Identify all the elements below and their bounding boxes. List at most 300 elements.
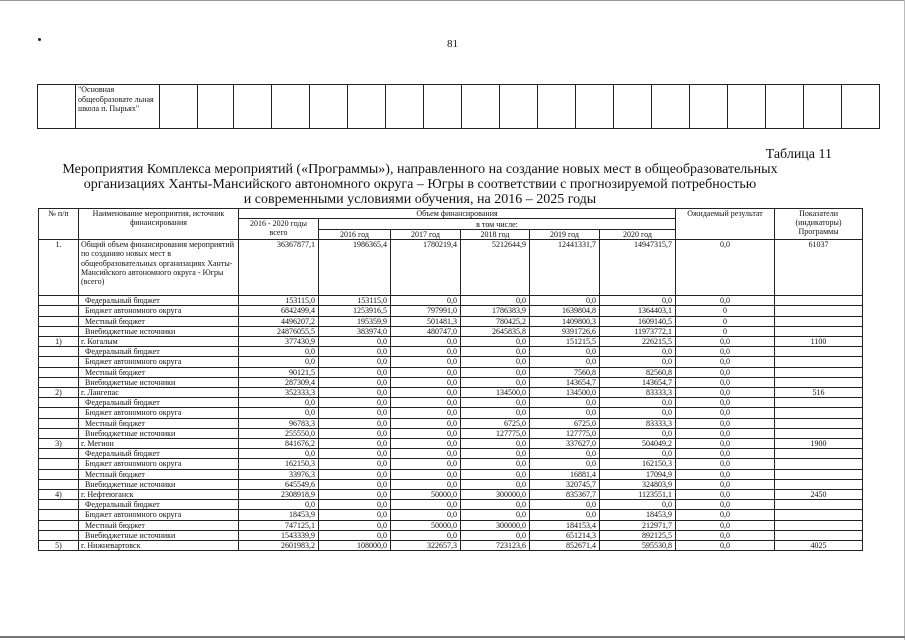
row-year-value: 0,0: [600, 449, 676, 459]
row-year-value: 2645835,8: [461, 326, 530, 336]
row-name: Федеральный бюджет: [79, 296, 239, 306]
row-year-value: 0,0: [319, 439, 391, 449]
table-row-source: [39, 449, 863, 459]
row-year-value: 0,0: [530, 500, 600, 510]
row-result: 0,0: [676, 439, 775, 449]
header-year: 2019 год: [530, 229, 600, 240]
row-year-value: 0,0: [600, 408, 676, 418]
table-row-section: [39, 388, 863, 398]
row-year-value: 0,0: [461, 337, 530, 347]
row-year-value: 127775,0: [461, 428, 530, 438]
table-row-source: [39, 418, 863, 428]
row-year-value: 0,0: [600, 357, 676, 367]
header-num: № п/п: [39, 209, 79, 240]
row-year-value: 0,0: [530, 459, 600, 469]
row-year-value: 300000,0: [461, 490, 530, 500]
row-year-value: 12441331,7: [530, 240, 600, 296]
row-indicator: [775, 459, 863, 469]
table-row-source: [39, 428, 863, 438]
row-year-value: 480747,0: [391, 326, 461, 336]
row-name: Местный бюджет: [79, 418, 239, 428]
row-year-value: 0,0: [319, 449, 391, 459]
row-result: 0,0: [676, 541, 775, 551]
prev-cell: [842, 85, 880, 129]
row-result: 0,0: [676, 490, 775, 500]
row-year-value: 0,0: [461, 469, 530, 479]
row-year-value: 0,0: [319, 530, 391, 540]
row-indicator: [775, 500, 863, 510]
row-total: 747125,1: [239, 520, 319, 530]
row-indicator: [775, 418, 863, 428]
row-indicator: [775, 398, 863, 408]
row-year-value: 226215,5: [600, 337, 676, 347]
row-year-value: 0,0: [319, 418, 391, 428]
row-year-value: 0,0: [391, 377, 461, 387]
row-year-value: 337627,0: [530, 439, 600, 449]
row-year-value: 0,0: [600, 296, 676, 306]
row-year-value: 108000,0: [319, 541, 391, 551]
table-row-source: [39, 326, 863, 336]
header-year: 2017 год: [391, 229, 461, 240]
row-year-value: 0,0: [319, 337, 391, 347]
prev-cell: [160, 85, 198, 129]
row-total: 287309,4: [239, 377, 319, 387]
row-year-value: 383974,0: [319, 326, 391, 336]
row-number: [39, 296, 79, 306]
row-year-value: 1986365,4: [319, 240, 391, 296]
row-year-value: 0,0: [391, 510, 461, 520]
row-total: 96783,3: [239, 418, 319, 428]
row-year-value: 0,0: [391, 449, 461, 459]
prev-cell: [462, 85, 500, 129]
header-incl: в том числе:: [319, 219, 676, 230]
row-name: г. Нижневартовск: [79, 541, 239, 551]
row-year-value: 0,0: [391, 296, 461, 306]
row-total: 6842499,4: [239, 306, 319, 316]
scan-edge-bottom: [0, 636, 905, 638]
row-year-value: 1253916,5: [319, 306, 391, 316]
row-year-value: 11973772,1: [600, 326, 676, 336]
row-indicator: [775, 510, 863, 520]
row-year-value: 0,0: [461, 367, 530, 377]
row-year-value: 0,0: [461, 357, 530, 367]
row-year-value: 780425,2: [461, 316, 530, 326]
row-number: [39, 469, 79, 479]
row-year-value: 723123,6: [461, 541, 530, 551]
row-year-value: 0,0: [391, 428, 461, 438]
row-year-value: 0,0: [319, 428, 391, 438]
row-year-value: 50000,0: [391, 490, 461, 500]
row-total: 0,0: [239, 449, 319, 459]
row-indicator: [775, 428, 863, 438]
table-row-source: [39, 408, 863, 418]
row-year-value: 0,0: [461, 479, 530, 489]
row-number: [39, 418, 79, 428]
row-year-value: 0,0: [530, 449, 600, 459]
row-year-value: 1609140,5: [600, 316, 676, 326]
table-row-source: [39, 377, 863, 387]
row-number: [39, 520, 79, 530]
row-year-value: 300000,0: [461, 520, 530, 530]
row-year-value: 0,0: [530, 296, 600, 306]
row-year-value: 0,0: [600, 500, 676, 510]
table-row-section: [39, 337, 863, 347]
row-name: Бюджет автономного округа: [79, 510, 239, 520]
prev-cell: [386, 85, 424, 129]
prev-cell-school-name: "Основная общеобразовате льная школа п. Пырьях": [76, 85, 160, 129]
header-name: Наименование мероприятия, источник финансирования: [79, 209, 239, 240]
row-year-value: 0,0: [391, 388, 461, 398]
table-row-source: [39, 520, 863, 530]
row-indicator: [775, 357, 863, 367]
table-row-source: [39, 316, 863, 326]
row-year-value: 82560,8: [600, 367, 676, 377]
row-total: 162150,3: [239, 459, 319, 469]
row-year-value: 0,0: [461, 296, 530, 306]
row-number: [39, 408, 79, 418]
row-indicator: [775, 530, 863, 540]
row-result: 0,0: [676, 347, 775, 357]
row-year-value: 6725,0: [461, 418, 530, 428]
row-number: 4): [39, 490, 79, 500]
row-year-value: 0,0: [319, 500, 391, 510]
row-year-value: 83333,3: [600, 418, 676, 428]
row-year-value: 835367,7: [530, 490, 600, 500]
row-year-value: 0,0: [461, 530, 530, 540]
table-title: [60, 162, 780, 207]
row-year-value: 0,0: [391, 469, 461, 479]
row-name: Местный бюджет: [79, 367, 239, 377]
prev-cell: [38, 85, 76, 129]
row-number: [39, 316, 79, 326]
row-indicator: [775, 469, 863, 479]
row-total: 0,0: [239, 408, 319, 418]
row-number: [39, 306, 79, 316]
prev-cell: [310, 85, 348, 129]
table-row-source: [39, 530, 863, 540]
row-number: [39, 500, 79, 510]
row-year-value: 0,0: [319, 398, 391, 408]
row-number: [39, 428, 79, 438]
row-indicator: [775, 367, 863, 377]
table-number: Таблица 11: [765, 147, 832, 162]
row-year-value: 0,0: [600, 428, 676, 438]
row-year-value: 17094,9: [600, 469, 676, 479]
row-year-value: 162150,3: [600, 459, 676, 469]
table-row-source: [39, 469, 863, 479]
row-year-value: 0,0: [600, 347, 676, 357]
row-result: 0: [676, 326, 775, 336]
row-result: 0: [676, 316, 775, 326]
table-row-section: [39, 240, 863, 296]
row-indicator: [775, 408, 863, 418]
row-year-value: 0,0: [391, 439, 461, 449]
header-result: Ожидаемый результат: [676, 209, 775, 240]
header-indicators: Показатели (индикаторы) Программы: [775, 209, 863, 240]
row-result: 0,0: [676, 428, 775, 438]
prev-cell: [272, 85, 310, 129]
row-year-value: 134500,0: [461, 388, 530, 398]
row-year-value: 322657,3: [391, 541, 461, 551]
row-year-value: 6725,0: [530, 418, 600, 428]
row-year-value: 0,0: [461, 347, 530, 357]
row-number: [39, 347, 79, 357]
row-indicator: [775, 520, 863, 530]
row-result: 0,0: [676, 408, 775, 418]
row-total: 36367877,1: [239, 240, 319, 296]
prev-cell: [804, 85, 842, 129]
row-result: 0,0: [676, 357, 775, 367]
row-year-value: 0,0: [391, 357, 461, 367]
row-year-value: 0,0: [319, 459, 391, 469]
row-year-value: 0,0: [461, 500, 530, 510]
row-name: Внебюджетные источники: [79, 326, 239, 336]
row-year-value: 143654,7: [600, 377, 676, 387]
row-year-value: 595530,8: [600, 541, 676, 551]
row-indicator: [775, 326, 863, 336]
row-year-value: 0,0: [530, 398, 600, 408]
row-name: Внебюджетные источники: [79, 479, 239, 489]
row-year-value: 18453,9: [600, 510, 676, 520]
table-row-source: [39, 296, 863, 306]
row-year-value: 0,0: [319, 510, 391, 520]
financing-table: [38, 208, 863, 551]
row-year-value: 0,0: [530, 357, 600, 367]
row-year-value: 0,0: [319, 357, 391, 367]
row-result: 0,0: [676, 377, 775, 387]
table-row-source: [39, 500, 863, 510]
table-row-source: [39, 357, 863, 367]
row-year-value: 0,0: [461, 510, 530, 520]
row-year-value: 0,0: [391, 418, 461, 428]
table-row-source: [39, 367, 863, 377]
row-number: [39, 459, 79, 469]
row-number: [39, 530, 79, 540]
row-year-value: 0,0: [319, 469, 391, 479]
prev-cell: [728, 85, 766, 129]
row-year-value: 324803,9: [600, 479, 676, 489]
table-row-section: [39, 541, 863, 551]
row-indicator: [775, 449, 863, 459]
row-name: Внебюджетные источники: [79, 377, 239, 387]
prev-cell: [614, 85, 652, 129]
row-number: 2): [39, 388, 79, 398]
row-year-value: 153115,0: [319, 296, 391, 306]
title-line: Мероприятия Комплекса мероприятий («Программы»), направленного на создание новых мест в общеобразовательных: [62, 162, 778, 177]
row-result: 0,0: [676, 367, 775, 377]
title-line: и современными условиями обучения, на 2016 – 2025 годы: [243, 192, 597, 207]
row-name: Бюджет автономного округа: [79, 408, 239, 418]
prev-cell: [500, 85, 538, 129]
row-year-value: 143654,7: [530, 377, 600, 387]
row-year-value: 0,0: [461, 459, 530, 469]
row-indicator: [775, 347, 863, 357]
row-year-value: 1639804,8: [530, 306, 600, 316]
header-year: 2018 год: [461, 229, 530, 240]
row-total: 1543339,9: [239, 530, 319, 540]
row-total: 153115,0: [239, 296, 319, 306]
row-year-value: 0,0: [530, 347, 600, 357]
row-year-value: 1786383,9: [461, 306, 530, 316]
row-result: 0: [676, 306, 775, 316]
row-year-value: 0,0: [530, 408, 600, 418]
row-result: 0,0: [676, 459, 775, 469]
row-indicator: 4025: [775, 541, 863, 551]
row-number: [39, 367, 79, 377]
row-result: 0,0: [676, 337, 775, 347]
row-number: 1.: [39, 240, 79, 296]
row-year-value: 0,0: [319, 347, 391, 357]
row-year-value: 651214,3: [530, 530, 600, 540]
row-number: [39, 377, 79, 387]
row-name: Внебюджетные источники: [79, 530, 239, 540]
row-name: Бюджет автономного округа: [79, 306, 239, 316]
row-number: 3): [39, 439, 79, 449]
row-year-value: 0,0: [461, 408, 530, 418]
row-name: г. Мегион: [79, 439, 239, 449]
row-number: 5): [39, 541, 79, 551]
row-year-value: 7560,8: [530, 367, 600, 377]
row-year-value: 0,0: [391, 500, 461, 510]
prev-cell: [690, 85, 728, 129]
row-name: Федеральный бюджет: [79, 347, 239, 357]
row-result: 0,0: [676, 500, 775, 510]
row-year-value: 1780219,4: [391, 240, 461, 296]
row-indicator: 1900: [775, 439, 863, 449]
row-year-value: 184153,4: [530, 520, 600, 530]
row-year-value: 0,0: [319, 479, 391, 489]
row-total: 0,0: [239, 357, 319, 367]
row-year-value: 0,0: [391, 398, 461, 408]
row-name: Местный бюджет: [79, 520, 239, 530]
row-year-value: 0,0: [461, 449, 530, 459]
row-year-value: 0,0: [319, 408, 391, 418]
row-year-value: 0,0: [391, 408, 461, 418]
header-row-1: [39, 209, 863, 219]
row-result: 0,0: [676, 398, 775, 408]
row-result: 0,0: [676, 449, 775, 459]
row-number: 1): [39, 337, 79, 347]
row-year-value: 0,0: [391, 337, 461, 347]
row-year-value: 0,0: [319, 520, 391, 530]
row-year-value: 16881,4: [530, 469, 600, 479]
row-result: 0,0: [676, 510, 775, 520]
row-indicator: [775, 296, 863, 306]
row-result: 0,0: [676, 388, 775, 398]
row-year-value: 0,0: [391, 367, 461, 377]
row-total: 0,0: [239, 347, 319, 357]
row-year-value: 195359,9: [319, 316, 391, 326]
row-total: 2601983,2: [239, 541, 319, 551]
previous-table-row: [38, 85, 880, 129]
row-total: 90121,5: [239, 367, 319, 377]
row-year-value: 50000,0: [391, 520, 461, 530]
header-year: 2020 год: [600, 229, 676, 240]
row-number: [39, 449, 79, 459]
table-row-section: [39, 439, 863, 449]
row-result: 0,0: [676, 520, 775, 530]
row-total: 18453,9: [239, 510, 319, 520]
table-row-source: [39, 459, 863, 469]
row-year-value: 5212644,9: [461, 240, 530, 296]
row-indicator: 1100: [775, 337, 863, 347]
row-total: 2308918,9: [239, 490, 319, 500]
row-year-value: 1409800,3: [530, 316, 600, 326]
header-funding: Объем финансирования: [239, 209, 676, 219]
row-name: Федеральный бюджет: [79, 398, 239, 408]
row-result: 0,0: [676, 296, 775, 306]
row-number: [39, 479, 79, 489]
row-name: г. Нефтеюганск: [79, 490, 239, 500]
row-indicator: 2450: [775, 490, 863, 500]
row-year-value: 0,0: [530, 510, 600, 520]
row-year-value: 797991,0: [391, 306, 461, 316]
row-year-value: 0,0: [600, 398, 676, 408]
row-name: Федеральный бюджет: [79, 449, 239, 459]
row-total: 841676,2: [239, 439, 319, 449]
row-indicator: [775, 377, 863, 387]
scan-edge-top: [0, 0, 905, 1]
page-number: 81: [447, 38, 458, 50]
row-year-value: 83333,3: [600, 388, 676, 398]
row-total: 4496207,2: [239, 316, 319, 326]
row-year-value: 1364403,1: [600, 306, 676, 316]
row-year-value: 320745,7: [530, 479, 600, 489]
prev-cell: [652, 85, 690, 129]
row-name: Общий объем финансирования мероприятий по созданию новых мест в общеобразовательных организациях Ханты-Мансийского автономного округа - Югры (всего): [79, 240, 239, 296]
row-name: Федеральный бюджет: [79, 500, 239, 510]
row-total: 33976,3: [239, 469, 319, 479]
row-year-value: 0,0: [391, 530, 461, 540]
header-year: 2016 год: [319, 229, 391, 240]
row-year-value: 0,0: [319, 377, 391, 387]
table-row-source: [39, 306, 863, 316]
row-name: г. Когалым: [79, 337, 239, 347]
row-indicator: 61037: [775, 240, 863, 296]
prev-cell: [198, 85, 234, 129]
row-result: 0,0: [676, 418, 775, 428]
row-year-value: 0,0: [391, 459, 461, 469]
row-name: Внебюджетные источники: [79, 428, 239, 438]
row-name: Местный бюджет: [79, 469, 239, 479]
row-year-value: 1123551,1: [600, 490, 676, 500]
row-year-value: 892125,5: [600, 530, 676, 540]
row-year-value: 14947315,7: [600, 240, 676, 296]
row-number: [39, 357, 79, 367]
prev-cell: [234, 85, 272, 129]
prev-cell: [424, 85, 462, 129]
previous-table-fragment: [37, 84, 880, 129]
prev-cell: [538, 85, 576, 129]
prev-cell: [348, 85, 386, 129]
row-total: 645549,6: [239, 479, 319, 489]
row-year-value: 127775,0: [530, 428, 600, 438]
row-year-value: 9391726,6: [530, 326, 600, 336]
row-indicator: [775, 479, 863, 489]
row-number: [39, 398, 79, 408]
row-result: 0,0: [676, 469, 775, 479]
row-year-value: 134500,0: [530, 388, 600, 398]
row-indicator: [775, 306, 863, 316]
prev-cell: [766, 85, 804, 129]
title-line: организациях Ханты-Мансийского автономного округа – Югры в соответствии с прогнозируемой потребностью: [83, 177, 757, 192]
row-total: 352333,3: [239, 388, 319, 398]
row-total: 0,0: [239, 500, 319, 510]
row-year-value: 0,0: [391, 347, 461, 357]
header-total: 2016 - 2020 годы всего: [239, 219, 319, 240]
row-year-value: 504049,2: [600, 439, 676, 449]
row-total: 255550,0: [239, 428, 319, 438]
